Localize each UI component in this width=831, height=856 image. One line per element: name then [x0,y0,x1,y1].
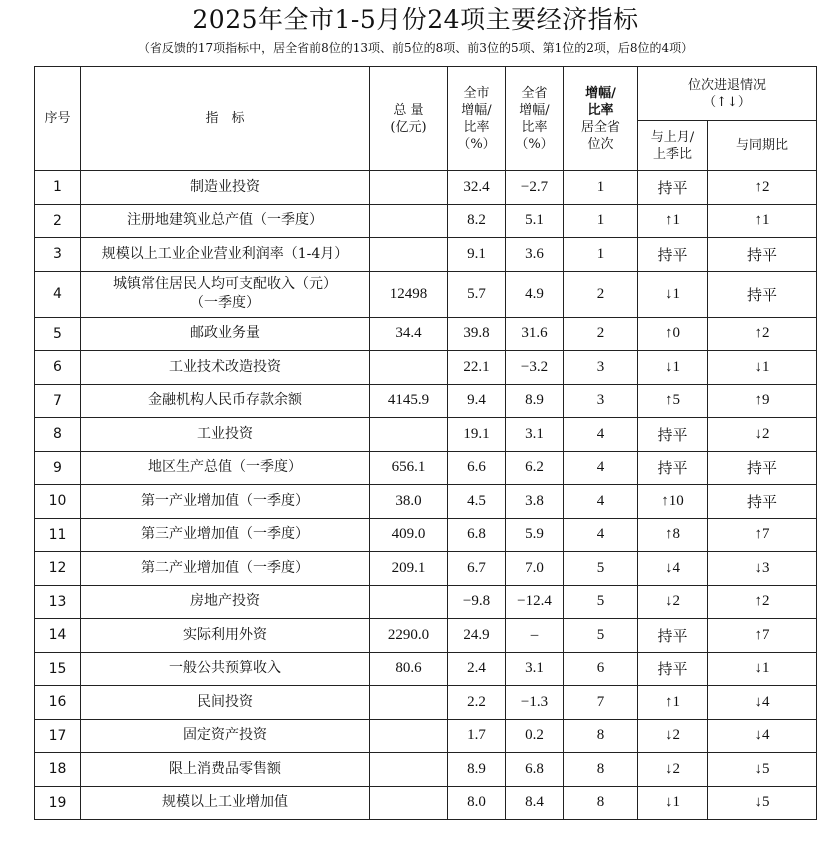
row-vs-prev: ↓1 [638,786,708,820]
row-indicator-name [81,451,370,485]
row-prov-growth: −3.2 [506,351,564,385]
row-indicator-name [81,786,370,820]
row-vs-yoy: ↑2 [708,585,817,619]
row-total [370,686,448,720]
row-vs-prev: 持平 [638,451,708,485]
header-prov-line2: 增幅/ [519,102,550,118]
row-rank: 1 [564,238,638,272]
row-indicator-name-line1: 固定资产投资 [183,727,267,744]
table-row [35,384,817,418]
row-indicator-name [81,518,370,552]
row-vs-prev: ↓2 [638,585,708,619]
row-rank: 6 [564,652,638,686]
row-city-growth: 6.8 [448,518,506,552]
row-vs-yoy: ↑7 [708,518,817,552]
table-body [35,171,817,820]
row-vs-yoy: ↑1 [708,204,817,238]
row-city-growth: 22.1 [448,351,506,385]
row-city-growth: 9.1 [448,238,506,272]
row-index: 14 [35,619,81,653]
row-city-growth: 2.2 [448,686,506,720]
header-change-line1: 位次进退情况 [688,77,767,93]
header-vs-yoy: 与同期比 [708,121,817,171]
header-total-line1: 总 量 [393,102,424,118]
row-rank: 5 [564,552,638,586]
row-vs-yoy: ↓3 [708,552,817,586]
row-rank: 1 [564,204,638,238]
row-total [370,719,448,753]
row-prov-growth: 8.9 [506,384,564,418]
header-city-line4: （%） [457,136,496,152]
table-row [35,552,817,586]
row-prov-growth: 4.9 [506,271,564,317]
header-prov-line3: 比率 [521,119,548,135]
table-row [35,418,817,452]
row-city-growth: 39.8 [448,317,506,351]
row-indicator-name-line1: 第三产业增加值（一季度） [141,526,309,543]
row-prov-growth: 0.2 [506,719,564,753]
row-prov-growth: 5.1 [506,204,564,238]
table-row [35,786,817,820]
header-prov-growth [506,67,564,171]
row-total [370,351,448,385]
row-indicator-name [81,171,370,205]
row-vs-yoy: ↑2 [708,317,817,351]
table-row [35,719,817,753]
row-rank: 8 [564,753,638,787]
row-rank: 1 [564,171,638,205]
row-indicator-name [81,585,370,619]
row-prov-growth: 3.1 [506,652,564,686]
row-vs-prev: ↓1 [638,271,708,317]
row-vs-yoy: 持平 [708,451,817,485]
header-rank-line1: 增幅/ [585,85,616,101]
row-total: 4145.9 [370,384,448,418]
row-indicator-name [81,351,370,385]
row-city-growth: 24.9 [448,619,506,653]
row-city-growth: 8.9 [448,753,506,787]
row-vs-prev: ↑8 [638,518,708,552]
row-indicator-name-line1: 邮政业务量 [190,325,260,342]
row-index: 10 [35,485,81,519]
row-vs-prev: ↓4 [638,552,708,586]
row-prov-growth: 5.9 [506,518,564,552]
row-indicator-name [81,204,370,238]
row-indicator-name [81,753,370,787]
row-prov-growth: 7.0 [506,552,564,586]
row-rank: 2 [564,271,638,317]
row-vs-yoy: ↓1 [708,351,817,385]
row-indicator-name-line1: 民间投资 [197,693,253,710]
row-index: 3 [35,238,81,272]
row-prov-growth: 3.1 [506,418,564,452]
row-total [370,753,448,787]
row-vs-yoy: 持平 [708,485,817,519]
row-rank: 3 [564,351,638,385]
row-indicator-name-line1: 工业技术改造投资 [169,358,281,375]
row-city-growth: 4.5 [448,485,506,519]
table-row [35,619,817,653]
row-indicator-name-line1: 地区生产总值（一季度） [148,459,302,476]
row-vs-prev: 持平 [638,418,708,452]
row-total: 656.1 [370,451,448,485]
row-index: 15 [35,652,81,686]
row-indicator-name-line1: 房地产投资 [190,593,260,610]
row-total: 209.1 [370,552,448,586]
row-vs-yoy: ↓1 [708,652,817,686]
header-rank-line2: 比率 [587,102,614,118]
header-city-line3: 比率 [463,119,490,135]
row-vs-prev: ↓2 [638,719,708,753]
row-city-growth: 6.6 [448,451,506,485]
row-indicator-name-line1: 一般公共预算收入 [169,660,281,677]
row-index: 6 [35,351,81,385]
table-row [35,238,817,272]
header-vs-prev [638,121,708,171]
table-row [35,753,817,787]
row-city-growth: 32.4 [448,171,506,205]
row-indicator-name-line1: 实际利用外资 [183,626,267,643]
row-total [370,585,448,619]
row-indicator-name [81,719,370,753]
row-indicator-name-line1: 第二产业增加值（一季度） [141,559,309,576]
row-prov-growth: 3.8 [506,485,564,519]
table-row [35,317,817,351]
row-city-growth: 1.7 [448,719,506,753]
header-rank [564,67,638,171]
header-city-line1: 全市 [463,85,490,101]
row-index: 13 [35,585,81,619]
row-vs-yoy: ↓4 [708,719,817,753]
row-vs-prev: ↑5 [638,384,708,418]
row-index: 2 [35,204,81,238]
row-vs-prev: ↑0 [638,317,708,351]
table-row [35,451,817,485]
table-row [35,485,817,519]
row-indicator-name-line1: 城镇常住居民人均可支配收入（元） [113,276,337,292]
row-indicator-name [81,238,370,272]
table-row [35,271,817,317]
row-prov-growth: 8.4 [506,786,564,820]
row-vs-prev: 持平 [638,238,708,272]
header-rank-line3: 居全省 [580,119,620,135]
row-vs-prev: 持平 [638,652,708,686]
row-vs-prev: ↑10 [638,485,708,519]
row-total [370,171,448,205]
table-row [35,686,817,720]
row-indicator-name [81,271,370,317]
row-total [370,204,448,238]
header-vs-prev-line2: 上季比 [652,146,692,162]
row-city-growth: 19.1 [448,418,506,452]
row-index: 17 [35,719,81,753]
row-vs-prev: ↓2 [638,753,708,787]
row-index: 5 [35,317,81,351]
row-rank: 5 [564,619,638,653]
row-city-growth: 8.2 [448,204,506,238]
row-vs-yoy: ↑9 [708,384,817,418]
row-prov-growth: 6.8 [506,753,564,787]
row-rank: 2 [564,317,638,351]
row-index: 12 [35,552,81,586]
row-total: 80.6 [370,652,448,686]
row-indicator-name [81,485,370,519]
row-city-growth: 6.7 [448,552,506,586]
row-indicator-name-line1: 限上消费品零售额 [169,760,281,777]
row-rank: 4 [564,451,638,485]
header-total-line2: (亿元) [390,119,427,135]
row-rank: 4 [564,418,638,452]
row-indicator-name-line1: 注册地建筑业总产值（一季度） [127,212,323,229]
row-total [370,786,448,820]
row-indicator-name-line1: 规模以上工业企业营业利润率（1-4月） [101,245,349,262]
row-vs-yoy: ↑7 [708,619,817,653]
row-vs-prev: 持平 [638,619,708,653]
row-total [370,238,448,272]
row-index: 18 [35,753,81,787]
row-vs-yoy: ↓5 [708,753,817,787]
header-total [370,67,448,171]
row-vs-yoy: ↓2 [708,418,817,452]
row-rank: 4 [564,485,638,519]
row-total: 34.4 [370,317,448,351]
table-row [35,652,817,686]
row-rank: 3 [564,384,638,418]
table-row [35,518,817,552]
row-rank: 4 [564,518,638,552]
row-total: 409.0 [370,518,448,552]
row-vs-prev: 持平 [638,171,708,205]
row-indicator-name [81,652,370,686]
row-indicator-name [81,317,370,351]
row-rank: 7 [564,686,638,720]
row-total: 38.0 [370,485,448,519]
row-vs-prev: ↑1 [638,204,708,238]
table-row [35,351,817,385]
row-indicator-name [81,384,370,418]
row-prov-growth: −1.3 [506,686,564,720]
row-indicator-name-line1: 金融机构人民币存款余额 [148,392,302,409]
row-total: 12498 [370,271,448,317]
row-index: 11 [35,518,81,552]
row-indicator-name [81,686,370,720]
row-rank: 8 [564,719,638,753]
header-prov-line1: 全省 [521,85,548,101]
row-indicator-name [81,552,370,586]
row-total: 2290.0 [370,619,448,653]
row-prov-growth: 31.6 [506,317,564,351]
row-vs-yoy: ↓5 [708,786,817,820]
row-vs-yoy: 持平 [708,271,817,317]
header-index: 序号 [35,67,81,171]
header-row [35,67,817,121]
row-indicator-name-line1: 制造业投资 [190,178,260,195]
row-city-growth: −9.8 [448,585,506,619]
row-indicator-name [81,619,370,653]
row-vs-yoy: 持平 [708,238,817,272]
indicators-table [34,66,817,820]
row-vs-prev: ↑1 [638,686,708,720]
table-row [35,585,817,619]
row-index: 9 [35,451,81,485]
row-total [370,418,448,452]
row-index: 7 [35,384,81,418]
row-indicator-name [81,418,370,452]
header-rank-change [638,67,817,121]
row-index: 4 [35,271,81,317]
header-vs-prev-line1: 与上月/ [650,129,695,145]
row-rank: 8 [564,786,638,820]
row-index: 8 [35,418,81,452]
table-row [35,204,817,238]
page-title: 2025年全市1-5月份24项主要经济指标 [192,5,639,34]
row-prov-growth: −12.4 [506,585,564,619]
row-prov-growth: – [506,619,564,653]
row-prov-growth: 3.6 [506,238,564,272]
row-index: 1 [35,171,81,205]
row-rank: 5 [564,585,638,619]
row-vs-yoy: ↓4 [708,686,817,720]
row-index: 19 [35,786,81,820]
row-city-growth: 8.0 [448,786,506,820]
table-row [35,171,817,205]
row-city-growth: 2.4 [448,652,506,686]
page-subtitle: （省反馈的17项指标中，居全省前8位的13项、前5位的8项、前3位的5项、第1位的2项，后8位的4项） [137,41,694,55]
row-city-growth: 5.7 [448,271,506,317]
header-change-line2: （↑↓） [703,94,751,110]
row-city-growth: 9.4 [448,384,506,418]
header-indicator: 指 标 [81,67,370,171]
row-vs-yoy: ↑2 [708,171,817,205]
row-index: 16 [35,686,81,720]
row-prov-growth: −2.7 [506,171,564,205]
row-indicator-name-line2: （一季度） [190,295,260,311]
header-city-line2: 增幅/ [461,102,492,118]
row-prov-growth: 6.2 [506,451,564,485]
header-prov-line4: （%） [515,136,554,152]
row-vs-prev: ↓1 [638,351,708,385]
header-city-growth [448,67,506,171]
header-rank-line4: 位次 [587,136,614,152]
row-indicator-name-line1: 工业投资 [197,425,253,442]
row-indicator-name-line1: 第一产业增加值（一季度） [141,492,309,509]
row-indicator-name-line1: 规模以上工业增加值 [162,794,288,811]
